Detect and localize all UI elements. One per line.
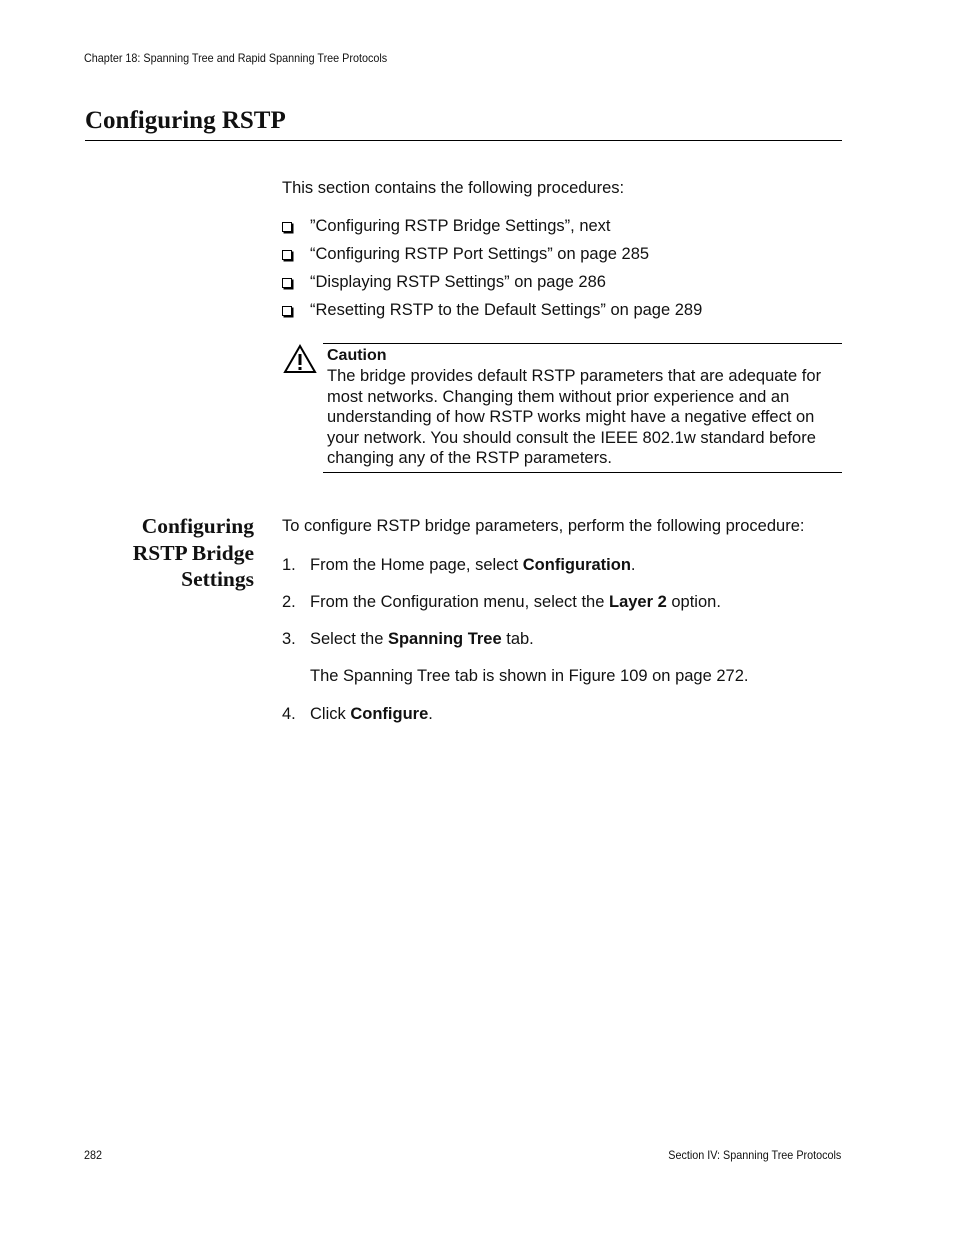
section-intro: This section contains the following procedures: — [282, 179, 625, 197]
caution-text — [327, 366, 842, 469]
checkbox-bullet-icon — [282, 306, 292, 316]
page-number: 282 — [84, 1148, 103, 1162]
list-item-text[interactable]: “Displaying RSTP Settings” on page 286 — [310, 273, 606, 291]
list-item — [282, 272, 702, 300]
procedure-list — [282, 216, 702, 328]
list-item — [282, 300, 702, 328]
warning-triangle-icon — [283, 344, 317, 374]
step-number: 2. — [282, 593, 296, 611]
list-item-text[interactable]: ”Configuring RSTP Bridge Settings”, next — [310, 217, 611, 235]
step-text: option. — [666, 593, 721, 611]
checkbox-bullet-icon — [282, 222, 292, 232]
ui-term: Configure — [350, 705, 429, 723]
procedure-intro: To configure RSTP bridge parameters, perform the following procedure: — [282, 517, 805, 535]
step-text: . — [428, 705, 433, 723]
caution-line: changing any of the RSTP parameters. — [327, 449, 612, 467]
running-header: Chapter 18: Spanning Tree and Rapid Spanning Tree Protocols — [84, 51, 388, 65]
footer-section: Section IV: Spanning Tree Protocols — [667, 1148, 841, 1162]
ui-term: Configuration — [522, 556, 631, 574]
heading-line: Settings — [181, 567, 254, 591]
list-item — [282, 244, 702, 272]
step-3 — [282, 629, 534, 649]
caution-line: most networks. Changing them without prior experience and an — [327, 387, 790, 406]
list-item-text[interactable]: “Configuring RSTP Port Settings” on page 285 — [310, 245, 650, 263]
caution-line: your network. You should consult the IEEE 802.1w standard before — [327, 428, 816, 447]
title-rule — [85, 140, 842, 141]
step-number: 1. — [282, 556, 296, 574]
step-4 — [282, 704, 433, 724]
section-title: Configuring RSTP — [85, 107, 286, 134]
caution-line: understanding of how RSTP works might have a negative effect on — [327, 408, 815, 426]
step-text: From the Configuration menu, select the — [310, 593, 609, 611]
ui-term: Layer 2 — [608, 593, 667, 611]
heading-line: Configuring — [141, 514, 254, 538]
ui-term: Spanning Tree — [387, 630, 502, 648]
step-note[interactable]: The Spanning Tree tab is shown in Figure 109 on page 272. — [310, 667, 749, 685]
step-text: Click — [310, 705, 351, 723]
step-2 — [282, 592, 721, 612]
step-number: 3. — [282, 630, 296, 648]
step-text: . — [630, 556, 636, 574]
subsection-heading — [133, 513, 254, 593]
list-item — [282, 216, 702, 244]
checkbox-bullet-icon — [282, 278, 292, 288]
caution-title: Caution — [327, 347, 387, 364]
caution-line: The bridge provides default RSTP parameters that are adequate for — [327, 367, 822, 385]
step-1 — [282, 555, 636, 575]
list-item-text[interactable]: “Resetting RSTP to the Default Settings” on page 289 — [310, 301, 703, 319]
checkbox-bullet-icon — [282, 250, 292, 260]
heading-line: RSTP Bridge — [132, 540, 254, 565]
caution-box — [323, 343, 842, 473]
step-text: From the Home page, select — [310, 556, 523, 574]
step-number: 4. — [282, 705, 296, 723]
step-text: Select the — [310, 630, 388, 648]
step-text: tab. — [501, 630, 534, 648]
